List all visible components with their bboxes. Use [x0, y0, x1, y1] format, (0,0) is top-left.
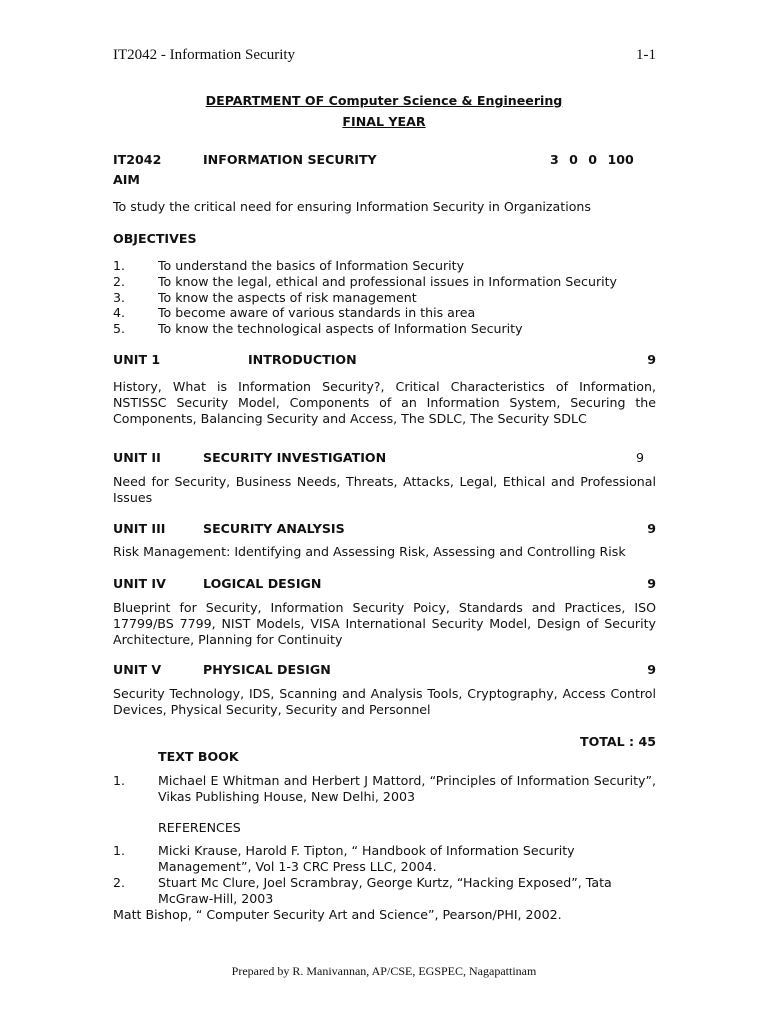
- textbook-number: 1.: [113, 773, 126, 788]
- course-credits: 3 0 0 100: [550, 152, 634, 167]
- textbook-entry: Michael E Whitman and Herbert J Mattord, “Principles of Information Security”, Vikas Publishing House, New Delhi, 2003: [158, 773, 656, 804]
- year-heading: FINAL YEAR: [342, 114, 426, 129]
- page-footer: Prepared by R. Manivannan, AP/CSE, EGSPEC, Nagapattinam: [231, 964, 537, 978]
- unit-hours: 9: [647, 576, 656, 591]
- objective-number: 4.: [113, 305, 126, 320]
- course-code: IT2042: [113, 152, 162, 167]
- unit-title: INTRODUCTION: [248, 352, 357, 367]
- unit-title: PHYSICAL DESIGN: [203, 662, 331, 677]
- objective-text: To know the technological aspects of Information Security: [158, 321, 523, 336]
- unit-title: LOGICAL DESIGN: [203, 576, 322, 591]
- reference-number: 2.: [113, 875, 126, 890]
- unit-label: UNIT III: [113, 521, 166, 536]
- objectives-heading: OBJECTIVES: [113, 231, 197, 246]
- unit-title: SECURITY ANALYSIS: [203, 521, 345, 536]
- unit-description: Security Technology, IDS, Scanning and Analysis Tools, Cryptography, Access Control Devices, Physical Security, Security and Personnel: [113, 686, 656, 717]
- unit-label: UNIT II: [113, 450, 161, 465]
- unit-hours: 9: [647, 521, 656, 536]
- textbook-heading: TEXT BOOK: [158, 749, 239, 764]
- unit-description: Risk Management: Identifying and Assessing Risk, Assessing and Controlling Risk: [113, 544, 626, 559]
- total-hours: TOTAL : 45: [579, 734, 656, 749]
- reference-entry: Micki Krause, Harold F. Tipton, “ Handbook of Information Security Management”, Vol 1-3 CRC Press LLC, 2004.: [158, 843, 575, 874]
- unit-hours: 9: [647, 352, 656, 367]
- objective-text: To understand the basics of Information Security: [158, 258, 465, 273]
- unit-description: Need for Security, Business Needs, Threats, Attacks, Legal, Ethical and Professional Issues: [113, 474, 656, 505]
- reference-extra: Matt Bishop, “ Computer Security Art and Science”, Pearson/PHI, 2002.: [113, 907, 562, 922]
- unit-hours: 9: [635, 450, 644, 465]
- unit-hours: 9: [647, 662, 656, 677]
- unit-description: History, What is Information Security?, Critical Characteristics of Information, NSTISSC Security Model, Components of an Information System, Securing the Components, Balancing Security and Access, The SDLC, The Security SDLC: [113, 379, 656, 426]
- course-title: INFORMATION SECURITY: [203, 152, 377, 167]
- references-heading: REFERENCES: [158, 820, 241, 835]
- unit-description: Blueprint for Security, Information Security Poicy, Standards and Practices, ISO 17799/BS 7799, NIST Models, VISA International Security Model, Design of Security Architecture, Planning for Continuity: [113, 600, 656, 647]
- aim-text: To study the critical need for ensuring Information Security in Organizations: [113, 199, 591, 214]
- objective-text: To know the legal, ethical and professional issues in Information Security: [158, 274, 618, 289]
- reference-number: 1.: [113, 843, 126, 858]
- department-heading: DEPARTMENT OF Computer Science & Engineering: [205, 93, 563, 108]
- unit-label: UNIT IV: [113, 576, 166, 591]
- objective-text: To become aware of various standards in this area: [158, 305, 476, 320]
- running-header-page-number: 1-1: [636, 47, 656, 63]
- reference-entry: Stuart Mc Clure, Joel Scrambray, George Kurtz, “Hacking Exposed”, Tata McGraw-Hill, 2003: [158, 875, 612, 906]
- unit-label: UNIT 1: [113, 352, 161, 367]
- unit-title: SECURITY INVESTIGATION: [203, 450, 387, 465]
- unit-label: UNIT V: [113, 662, 162, 677]
- objective-number: 2.: [113, 274, 126, 289]
- aim-heading: AIM: [113, 172, 140, 187]
- objective-number: 3.: [113, 290, 126, 305]
- objective-text: To know the aspects of risk management: [158, 290, 417, 305]
- objective-number: 1.: [113, 258, 126, 273]
- running-header-title: IT2042 - Information Security: [113, 47, 296, 63]
- objective-number: 5.: [113, 321, 126, 336]
